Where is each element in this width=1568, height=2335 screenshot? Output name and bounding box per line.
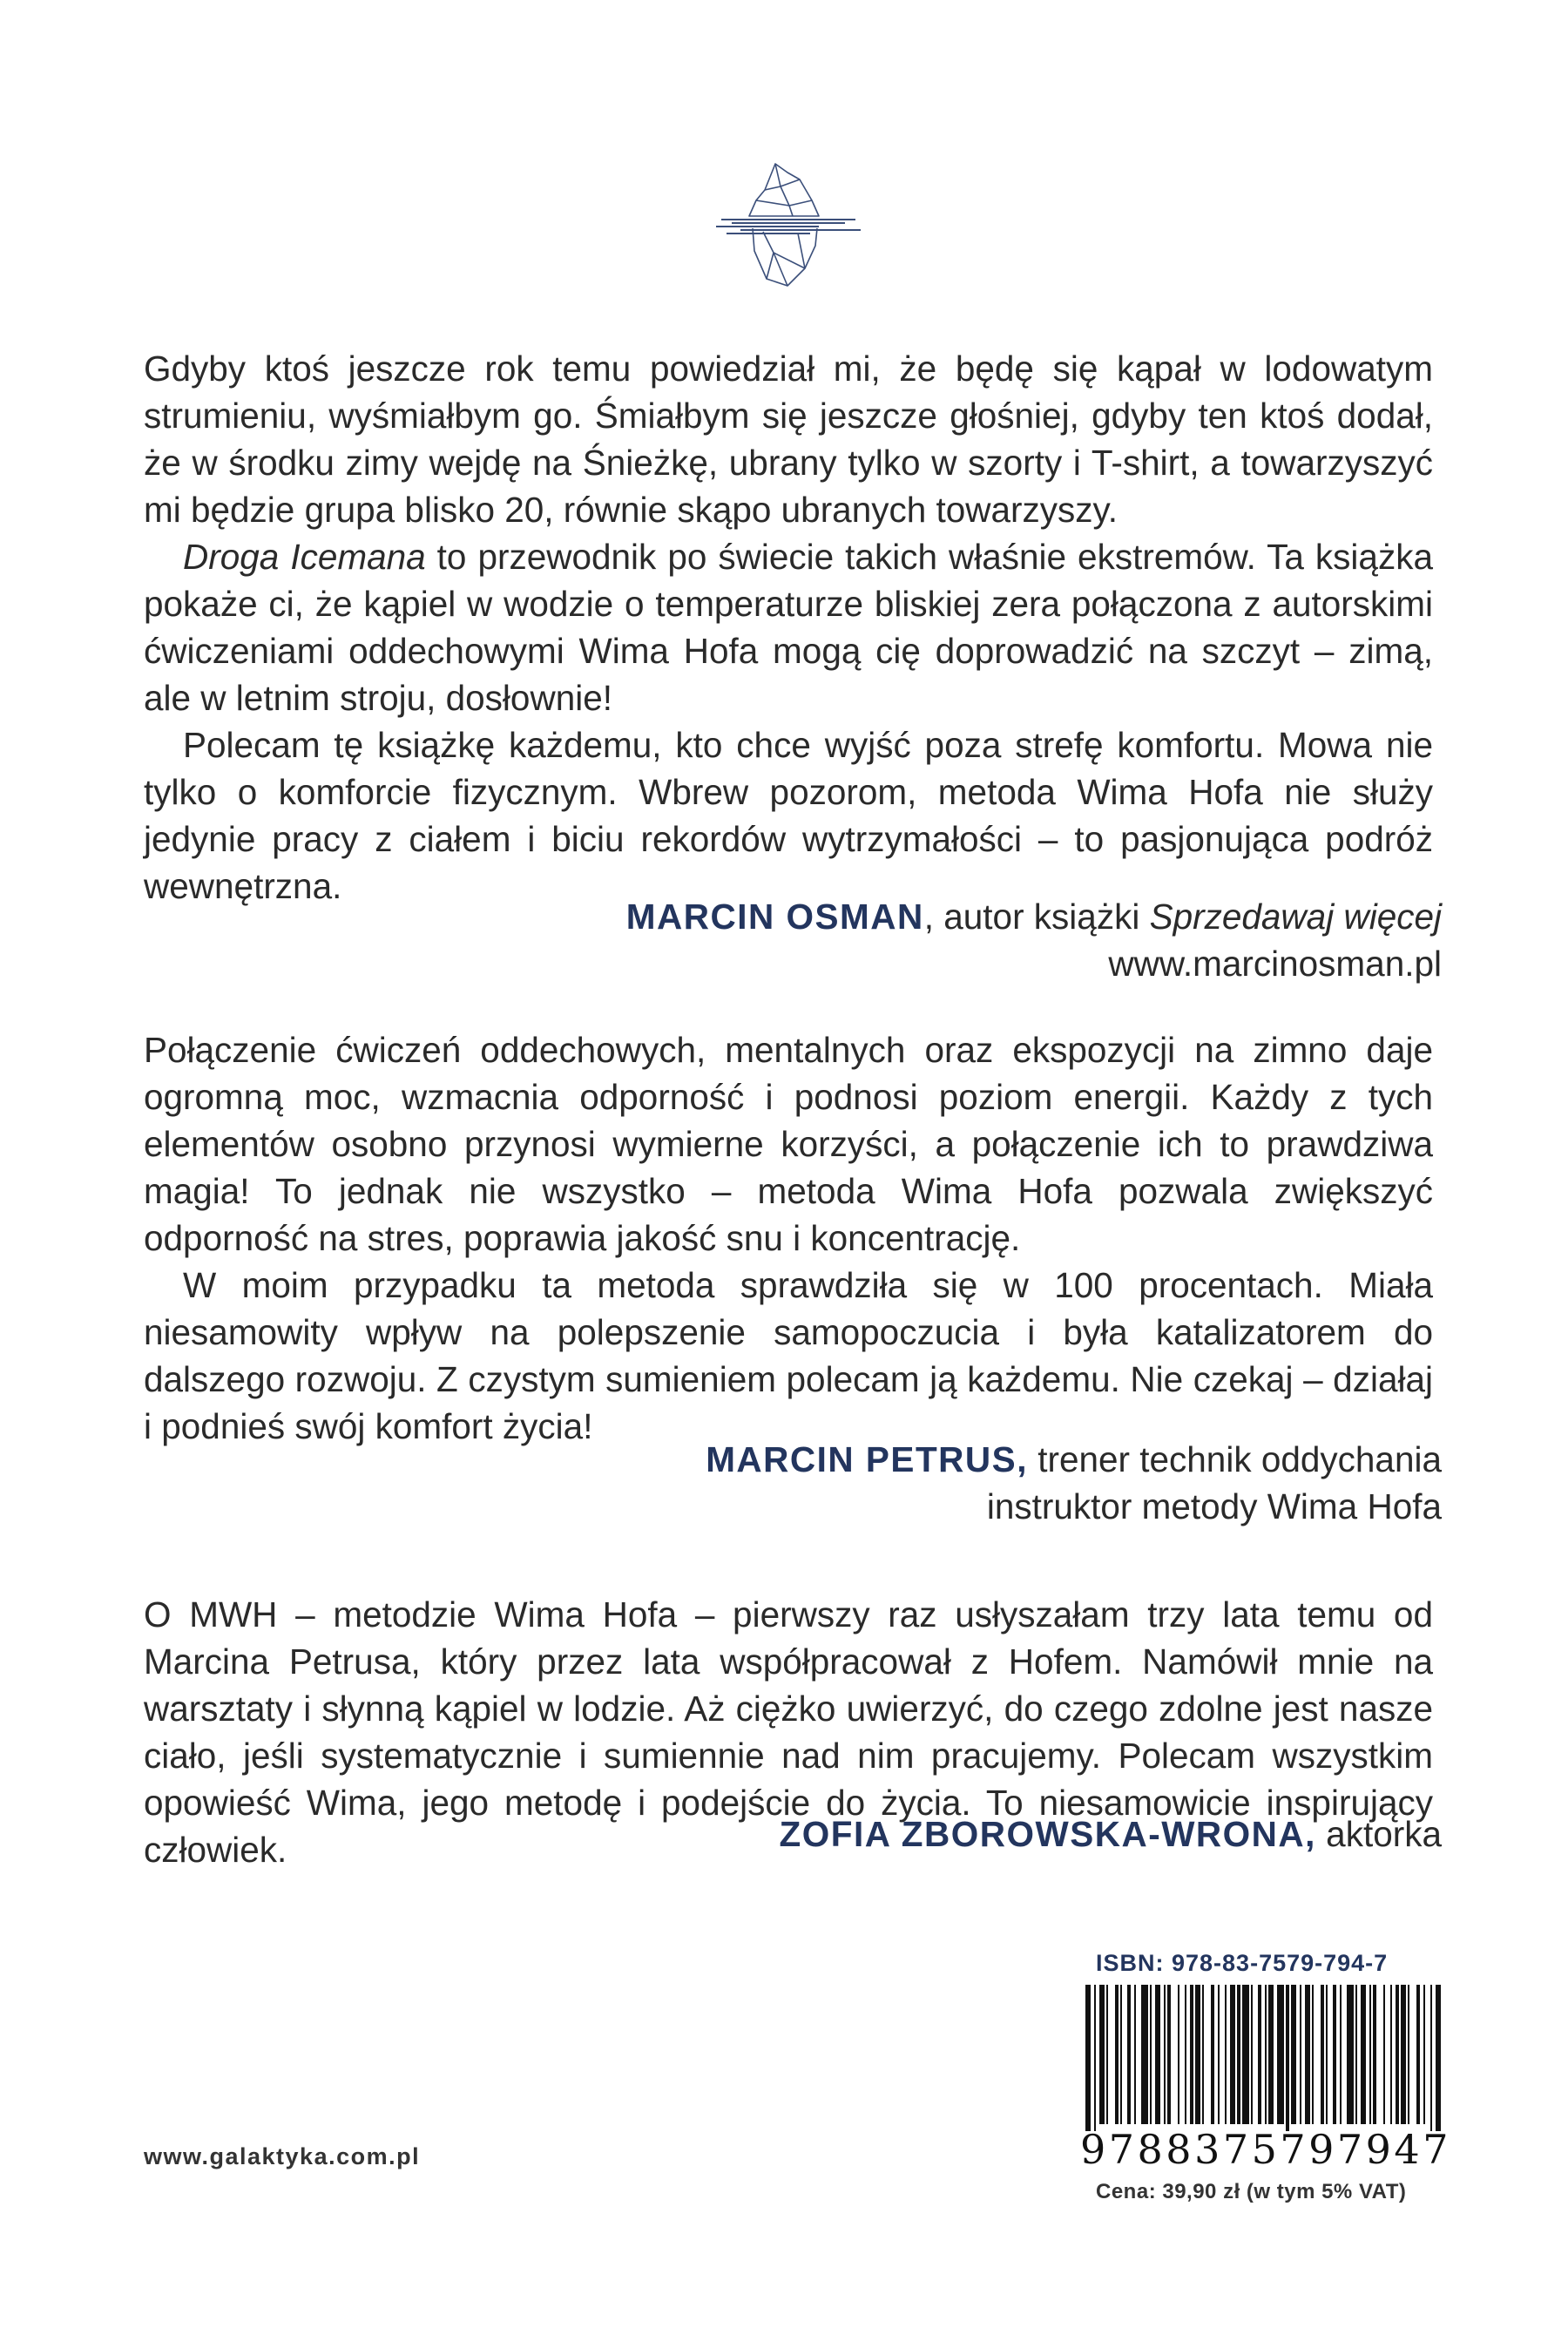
barcode-bar xyxy=(1127,1985,1131,2124)
barcode-bar xyxy=(1333,1985,1336,2124)
barcode-bar xyxy=(1106,1985,1108,2124)
barcode-bar xyxy=(1120,1985,1122,2124)
barcode-bar xyxy=(1300,1985,1301,2124)
barcode-bar xyxy=(1265,1985,1267,2124)
barcode-bar xyxy=(1195,1985,1200,2124)
barcode-bar xyxy=(1401,1985,1406,2124)
barcode-bar xyxy=(1430,1985,1432,2131)
barcode-bar xyxy=(1291,1985,1296,2124)
review-petrus-paragraph-2: W moim przypadku ta metoda sprawdziła się w 100 procentach. Miała niesamowity wpływ na polepszenie samopoczucia i była katalizatorem do dalszego rozwoju. Z czystym sumieniem polecam ją każdemu. Nie czekaj – działaj i podnieś swój komfort życia! xyxy=(144,1265,1433,1446)
barcode-bar xyxy=(1321,1985,1324,2124)
barcode xyxy=(1080,1985,1446,2131)
review-petrus xyxy=(144,1026,1433,1450)
barcode-bar xyxy=(1185,1985,1186,2124)
barcode-bar xyxy=(1202,1985,1204,2124)
barcode-bar xyxy=(1396,1985,1399,2124)
barcode-bar xyxy=(1211,1985,1214,2124)
review-osman-paragraph-1: Gdyby ktoś jeszcze rok temu powiedział mi, że będę się kąpał w lodowatym strumieniu, wyśmiałbym go. Śmiałbym się jeszcze głośniej, gdyby ten ktoś dodał, że w środku zimy wejdę na Śnieżkę, ubrany tylko w szorty i T-shirt, a towarzyszyć mi będzie grupa blisko 20, równie skąpo ubranych towarzyszy. xyxy=(144,349,1433,530)
barcode-bar xyxy=(1218,1985,1220,2124)
barcode-bar xyxy=(1312,1985,1314,2124)
barcode-bar xyxy=(1251,1985,1253,2124)
attribution-zborowska: ZOFIA ZBOROWSKA-WRONA, aktorka xyxy=(779,1814,1442,1854)
barcode-bar xyxy=(1286,1985,1289,2131)
barcode-bar xyxy=(1237,1985,1240,2124)
barcode-bar xyxy=(1099,1985,1105,2124)
barcode-bar xyxy=(1258,1985,1261,2124)
attribution-petrus: MARCIN PETRUS, trener technik oddychania instruktor metody Wima Hofa xyxy=(706,1439,1442,1526)
barcode-bar xyxy=(1094,1985,1096,2131)
barcode-bar xyxy=(1277,1985,1284,2124)
publisher-website: www.galaktyka.com.pl xyxy=(144,2143,421,2169)
iceberg-logo-icon xyxy=(714,148,862,296)
barcode-bar xyxy=(1150,1985,1152,2124)
barcode-bar xyxy=(1134,1985,1136,2124)
attribution-osman: MARCIN OSMAN, autor książki Sprzedawaj więcej www.marcinosman.pl xyxy=(222,893,1442,987)
barcode-bar xyxy=(1115,1985,1119,2124)
barcode-bar xyxy=(1230,1985,1235,2124)
book-title-sprzedawaj: Sprzedawaj więcej xyxy=(1149,897,1442,937)
price-label: Cena: 39,90 zł (w tym 5% VAT) xyxy=(1096,2180,1407,2203)
barcode-bar xyxy=(1225,1985,1227,2124)
author-website: www.marcinosman.pl xyxy=(1108,944,1442,984)
barcode-bar xyxy=(1408,1985,1409,2124)
review-osman-paragraph-2: Droga Icemana to przewodnik po świecie takich właśnie ekstremów. Ta książka pokaże ci, że kąpiel w wodzie o temperaturze bliskiej zera połączona z autorskimi ćwiczeniami oddechowymi Wima Hofa mogą cię doprowadzić na szczyt – zimą, ale w letnim stroju, dosłownie! xyxy=(144,537,1433,718)
barcode-bar xyxy=(1141,1985,1148,2124)
author-name: ZOFIA ZBOROWSKA-WRONA, xyxy=(779,1814,1316,1854)
author-name: MARCIN PETRUS, xyxy=(706,1439,1028,1479)
barcode-bar xyxy=(1242,1985,1249,2124)
review-zborowska-paragraph-1: O MWH – metodzie Wima Hofa – pierwszy raz usłyszałam trzy lata temu od Marcina Petrusa, który przez lata współpracował z Hofem. Namówił mnie na warsztaty i słynną kąpiel w lodzie. Aż ciężko uwierzyć, do czego zdolne jest nasze ciało, jeśli systematycznie i sumiennie nad nim pracujemy. Polecam wszystkim opowieść Wima, jego metodę i podejście do życia. To niesamowicie inspirujący człowiek. xyxy=(144,1594,1433,1870)
barcode-bar xyxy=(1190,1985,1193,2124)
barcode-bar xyxy=(1361,1985,1366,2124)
barcode-bar xyxy=(1383,1985,1385,2124)
author-name: MARCIN OSMAN xyxy=(625,897,924,937)
isbn-label: ISBN: 978-83-7579-794-7 xyxy=(1096,1950,1389,1976)
barcode-bar xyxy=(1416,1985,1420,2124)
barcode-bar xyxy=(1347,1985,1354,2124)
barcode-bar xyxy=(1085,1985,1091,2131)
barcode-bar xyxy=(1164,1985,1166,2124)
barcode-bar xyxy=(1178,1985,1179,2124)
barcode-bar xyxy=(1268,1985,1274,2124)
barcode-bar xyxy=(1305,1985,1310,2124)
barcode-bar xyxy=(1340,1985,1342,2124)
barcode-digits: 9788375797947 xyxy=(1080,2126,1451,2173)
review-osman-paragraph-3: Polecam tę książkę każdemu, kto chce wyjść poza strefę komfortu. Mowa nie tylko o komforcie fizycznym. Wbrew pozorom, metoda Wima Hofa nie służy jedynie pracy z ciałem i biciu rekordów wytrzymałości – to pasjonująca podróż wewnętrzna. xyxy=(144,725,1433,906)
barcode-bar xyxy=(1436,1985,1441,2131)
barcode-bar xyxy=(1167,1985,1171,2124)
barcode-bar xyxy=(1369,1985,1371,2124)
book-title-droga-icemana: Droga Icemana xyxy=(183,537,426,577)
barcode-bar xyxy=(1373,1985,1376,2124)
barcode-bar xyxy=(1423,1985,1425,2124)
review-osman xyxy=(144,345,1433,910)
barcode-bar xyxy=(1326,1985,1328,2124)
barcode-bar xyxy=(1155,1985,1160,2124)
barcode-bar xyxy=(1390,1985,1392,2124)
review-petrus-paragraph-1: Połączenie ćwiczeń oddechowych, mentalnych oraz ekspozycji na zimno daje ogromną moc, wzmacnia odporność i podnosi poziom energii. Każdy z tych elementów osobno przynosi wymierne korzyści, a połączenie ich to prawdziwa magia! To jednak nie wszystko – metoda Wima Hofa pozwala zwiększyć odporność na stres, poprawia jakość snu i koncentrację. xyxy=(144,1030,1433,1258)
barcode-bar xyxy=(1355,1985,1357,2124)
